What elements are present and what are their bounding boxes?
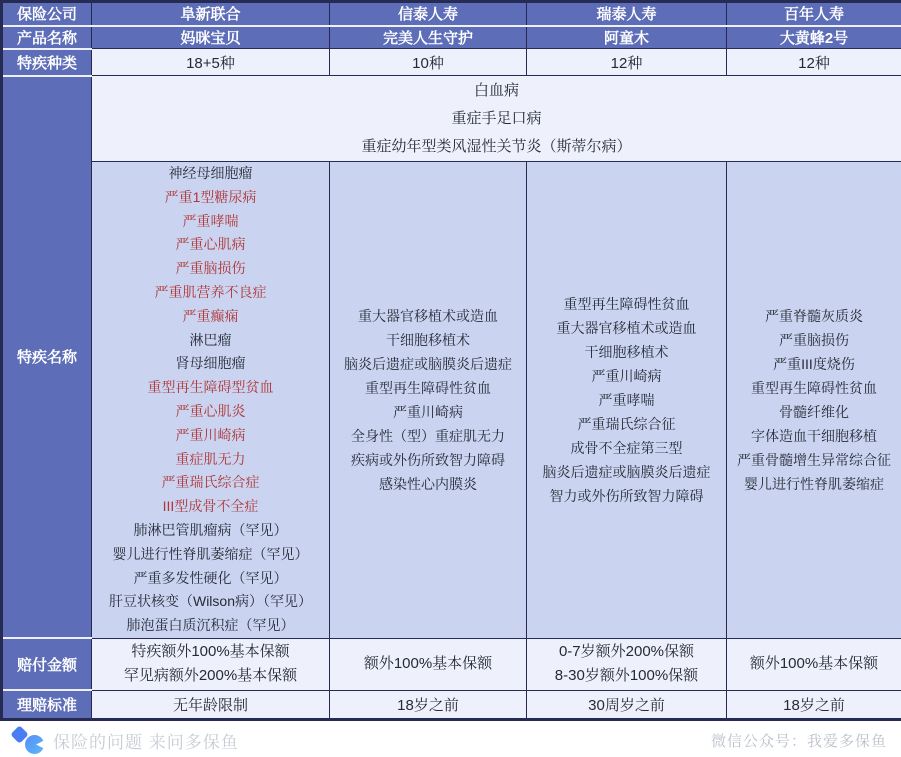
list-line: 肝豆状核变（Wilson病）（罕见） [108,593,312,610]
list-line: 严重川崎病 [175,426,246,443]
list-line: 严重心肌病 [175,236,246,253]
footer [0,721,901,757]
list-line: 严重脑损伤 [175,260,246,277]
footer-right-text: 微信公众号：我爱多保鱼 [710,732,887,750]
list-line: 重症肌无力 [175,450,246,467]
row-label-product: 产品名称 [2,26,92,49]
claim-standard-cell: 18岁之前 [330,690,527,719]
list-line: 严重脑损伤 [779,331,849,348]
list-line: 肺泡蛋白质沉积症（罕见） [126,617,295,634]
company-cell: 百年人寿 [727,2,901,26]
list-line: 额外100%基本保额 [363,655,493,673]
list-line: 严重川崎病 [393,403,463,420]
disease-count-cell: 18+5种 [92,49,330,76]
row-label-company: 保险公司 [2,2,92,26]
company-row [2,2,901,26]
list-line: 重型再生障碍性贫血 [365,379,491,396]
list-line: 肺淋巴管肌瘤病（罕见） [133,521,288,538]
list-line: 额外100%基本保额 [749,655,879,673]
list-line: 严重川崎病 [591,367,662,384]
list-line: 严重脊髓灰质炎 [765,307,863,324]
payout-cell [92,638,330,690]
list-line: 干细胞移植术 [386,331,470,348]
list-line: 严重骨髓增生异常综合征 [737,451,891,468]
product-row [2,26,901,49]
shared-diseases-row [2,76,901,162]
list-line: 字体造血干细胞移植 [751,427,877,444]
list-line: 严重癫痫 [182,307,239,324]
list-line: 严重多发性硬化（罕见） [133,569,288,586]
list-line: 严重III度烧伤 [773,355,855,372]
disease-count-row [2,49,901,76]
list-line: 重型再生障碍型贫血 [147,379,274,396]
shared-diseases-cell [92,76,901,162]
disease-count-cell: 10种 [330,49,527,76]
row-label-claim-standard: 理赔标准 [2,690,92,719]
list-line: 重大器官移植术或造血 [556,319,697,336]
company-cell: 信泰人寿 [330,2,527,26]
list-line: 疾病或外伤所致智力障碍 [351,451,505,468]
footer-left-text: 保险的问题 来问多保鱼 [53,732,239,752]
list-line: 严重哮喘 [598,391,655,408]
list-line: 感染性心内膜炎 [379,475,477,492]
list-line: 严重瑞氏综合征 [577,415,676,432]
payout-cell [727,638,901,690]
list-line: 重型再生障碍性贫血 [563,295,690,312]
disease-list-row [2,162,901,639]
row-label-payout: 赔付金额 [2,638,92,690]
list-line: 全身性（型）重症肌无力 [351,427,505,444]
disease-list-cell [330,162,527,639]
disease-list-cell [92,162,330,639]
list-line: 成骨不全症第三型 [570,439,683,456]
row-label-disease-names: 特疾名称 [2,76,92,639]
list-line: 婴儿进行性脊肌萎缩症（罕见） [112,545,309,562]
list-line: 重症手足口病 [451,109,542,127]
brand [12,727,239,754]
duobaoyu-fish-logo-icon [12,727,44,754]
list-line: 罕见病额外200%基本保额 [123,667,298,685]
list-line: 特疾额外100%基本保额 [131,643,290,661]
disease-count-cell: 12种 [727,49,901,76]
list-line: 重症幼年型类风湿性关节炎（斯蒂尔病） [361,137,632,155]
company-cell: 阜新联合 [92,2,330,26]
list-line: 严重瑞氏综合症 [161,474,260,491]
list-line: 重型再生障碍性贫血 [751,379,877,396]
claim-standard-cell: 无年龄限制 [92,690,330,719]
list-line: 严重哮喘 [182,212,239,229]
claim-standard-row [2,690,901,719]
list-line: 严重心肌炎 [175,402,246,419]
product-cell: 阿童木 [527,26,727,49]
payout-cell [330,638,527,690]
list-line: 淋巴瘤 [189,331,232,348]
list-line: 重大器官移植术或造血 [358,307,498,324]
list-line: 婴儿进行性脊肌萎缩症 [744,475,884,492]
list-line: 脑炎后遗症或脑膜炎后遗症 [542,463,711,480]
payout-row [2,638,901,690]
list-line: 白血病 [473,81,519,99]
list-line: III型成骨不全症 [162,498,259,515]
claim-standard-cell: 18岁之前 [727,690,901,719]
list-line: 智力或外伤所致智力障碍 [549,487,704,504]
list-line: 0-7岁额外200%保额 [558,643,695,661]
list-line: 肾母细胞瘤 [175,355,246,372]
list-line: 干细胞移植术 [584,343,669,360]
list-line: 严重肌营养不良症 [154,283,267,300]
product-cell: 妈咪宝贝 [92,26,330,49]
list-line: 脑炎后遗症或脑膜炎后遗症 [344,355,512,372]
company-cell: 瑞泰人寿 [527,2,727,26]
disease-list-cell [527,162,727,639]
list-line: 8-30岁额外100%保额 [554,667,699,685]
product-cell: 大黄蜂2号 [727,26,901,49]
claim-standard-cell: 30周岁之前 [527,690,727,719]
disease-list-cell [727,162,901,639]
list-line: 严重1型糖尿病 [164,188,257,205]
list-line: 骨髓纤维化 [779,403,849,420]
list-line: 神经母细胞瘤 [168,165,253,181]
row-label-disease-count: 特疾种类 [2,49,92,76]
payout-cell [527,638,727,690]
product-cell: 完美人生守护 [330,26,527,49]
disease-count-cell: 12种 [527,49,727,76]
